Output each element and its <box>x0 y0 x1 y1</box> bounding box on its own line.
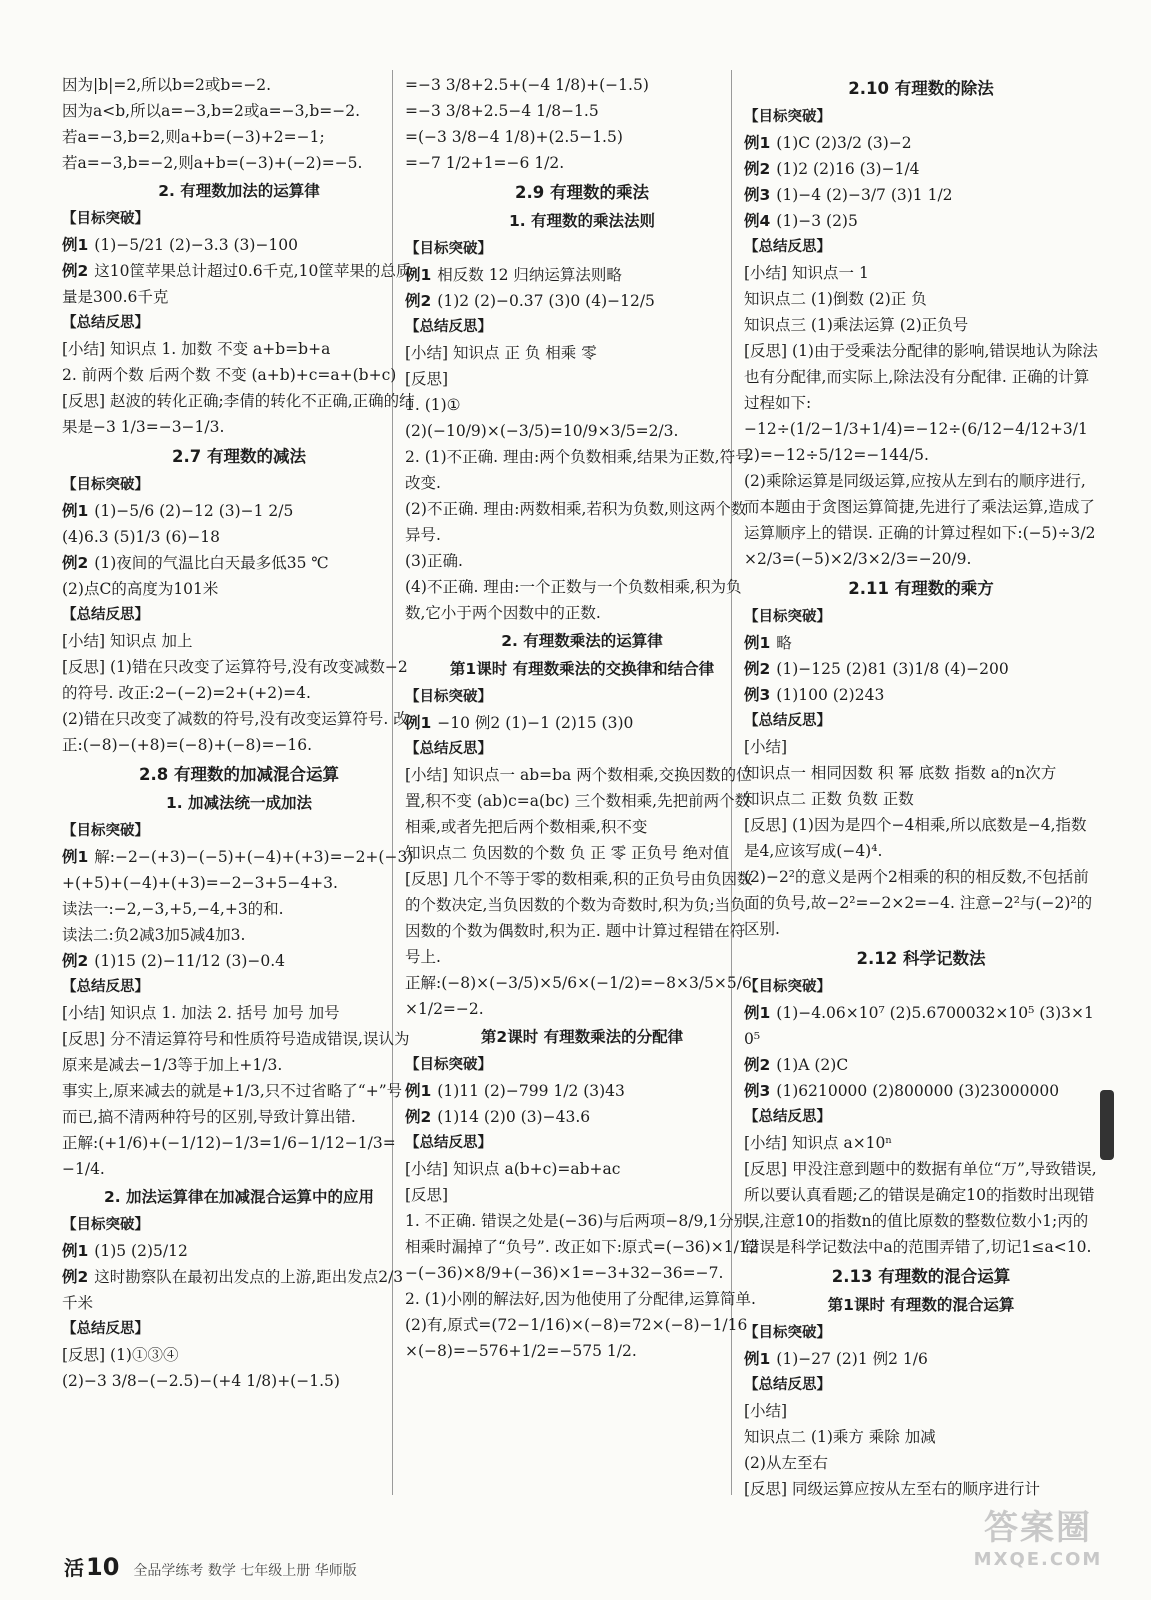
answer-line: (4)6.3 (5)1/3 (6)−18 <box>62 528 221 546</box>
answer-line: 读法一:−2,−3,+5,−4,+3的和. <box>62 900 284 918</box>
example-answer <box>62 844 416 896</box>
block-tag: 【总结反思】 <box>744 713 831 729</box>
answer-line: =−7 1/2+1=−6 1/2. <box>405 154 565 172</box>
left-column <box>62 72 416 1394</box>
section-heading: 2.10 有理数的除法 <box>848 79 994 98</box>
example-answer <box>405 288 759 314</box>
example-text: (1)−125 (2)81 (3)1/8 (4)−200 <box>776 660 1009 678</box>
example-text: (1)−5/21 (2)−3.3 (3)−100 <box>94 236 299 254</box>
example-text: (1)−4.06×10⁷ (2)5.6700032×10⁵ (3)3×10⁵ <box>744 1004 1094 1048</box>
example-label: 例3 <box>744 1082 771 1100</box>
block-tag: 【总结反思】 <box>62 607 149 623</box>
example-answer <box>62 232 416 258</box>
example-text: (1)15 (2)−11/12 (3)−0.4 <box>94 952 286 970</box>
example-answer <box>744 182 1098 208</box>
block-tag: 【目标突破】 <box>405 1057 492 1073</box>
example-label: 例2 <box>744 660 771 678</box>
answer-line: [反思] (1)错在只改变了运算符号,没有改变减数−2的符号. 改正:2−(−2)=2+(+2)=4. <box>62 658 408 702</box>
example-answer <box>744 1078 1098 1104</box>
example-text: (1)11 (2)−799 1/2 (3)43 <box>437 1082 625 1100</box>
example-text: −10 例2 (1)−1 (2)15 (3)0 <box>437 714 634 732</box>
example-answer <box>62 948 416 974</box>
example-text: (1)C (2)3/2 (3)−2 <box>776 134 912 152</box>
answer-line: (4)不正确. 理由:一个正数与一个负数相乘,积为负数,它小于两个因数中的正数. <box>405 578 742 622</box>
example-answer <box>744 656 1098 682</box>
example-answer <box>744 156 1098 182</box>
example-answer <box>62 1238 416 1264</box>
example-label: 例1 <box>405 1082 432 1100</box>
answer-line: (2)点C的高度为101米 <box>62 580 219 598</box>
watermark-url: MXQE.COM <box>973 1549 1103 1570</box>
section-heading: 2.13 有理数的混合运算 <box>831 1267 1011 1286</box>
block-tag: 【总结反思】 <box>744 1377 831 1393</box>
brand-logo: 活 <box>64 1556 84 1580</box>
answer-line: [小结] 知识点一 ab=ba 两个数相乘,交换因数的位置,积不变 (ab)c=a(bc) 三个数相乘,先把前两个数相乘,或者先把后两个数相乘,积不变 <box>405 766 752 836</box>
example-text: 相反数 12 归纳运算法则略 <box>437 266 622 284</box>
subsection-heading: 第1课时 有理数乘法的交换律和结合律 <box>449 660 715 678</box>
example-text: (1)6210000 (2)800000 (3)23000000 <box>776 1082 1060 1100</box>
example-answer <box>744 130 1098 156</box>
answer-line: (3)正确. <box>405 552 463 570</box>
example-text: 这时勘察队在最初出发点的上游,距出发点2/3千米 <box>62 1268 404 1312</box>
answer-line: 因为a<b,所以a=−3,b=2或a=−3,b=−2. <box>62 102 361 120</box>
answer-line: (2)−2²的意义是两个2相乘的积的相反数,不包括前面的负号,故−2²=−2×2=−4. 注意−2²与(−2)²的区别. <box>744 868 1093 938</box>
answer-line: =(−3 3/8−4 1/8)+(2.5−1.5) <box>405 128 623 146</box>
subsection-heading: 1. 有理数的乘法法则 <box>508 212 656 230</box>
section-heading: 2.11 有理数的乘方 <box>848 579 994 598</box>
answer-line: [小结] 知识点 加上 <box>62 632 193 650</box>
answer-line: [小结] 知识点 a(b+c)=ab+ac <box>405 1160 621 1178</box>
example-text: (1)14 (2)0 (3)−43.6 <box>437 1108 591 1126</box>
example-answer <box>744 208 1098 234</box>
example-label: 例4 <box>744 212 771 230</box>
example-text: (1)2 (2)−0.37 (3)0 (4)−12/5 <box>437 292 655 310</box>
example-answer <box>405 1104 759 1130</box>
example-text: 解:−2−(+3)−(−5)+(−4)+(+3)=−2+(−3)+(+5)+(−4)+(+3)=−2−3+5−4+3. <box>62 848 414 892</box>
answer-line: (2)乘除运算是同级运算,应按从左到右的顺序进行,而本题由于贪图运算简捷,先进行了乘法运算,造成了运算顺序上的错误. 正确的计算过程如下:(−5)÷3/2×2/3=(−5)×2/3×2/3=−20/9. <box>744 472 1096 568</box>
answer-line: [反思] (1)因为是四个−4相乘,所以底数是−4,指数是4,应该写成(−4)⁴. <box>744 816 1087 860</box>
answer-line: (2)错在只改变了减数的符号,没有改变运算符号. 改正:(−8)−(+8)=(−8)+(−8)=−16. <box>62 710 409 754</box>
example-label: 例2 <box>744 1056 771 1074</box>
example-label: 例3 <box>744 186 771 204</box>
answer-line: 知识点三 (1)乘法运算 (2)正负号 <box>744 316 969 334</box>
example-text: (1)夜间的气温比白天最多低35 ℃ <box>94 554 329 572</box>
footer-text: 全品学练考 数学 七年级上册 华师版 <box>133 1563 357 1579</box>
example-text: (1)100 (2)243 <box>776 686 885 704</box>
block-tag: 【总结反思】 <box>62 1321 149 1337</box>
block-tag: 【总结反思】 <box>62 315 149 331</box>
answer-line: 知识点一 相同因数 积 幂 底数 指数 a的n次方 <box>744 764 1057 782</box>
example-label: 例2 <box>62 554 89 572</box>
example-answer <box>744 630 1098 656</box>
answer-line: [小结] 知识点 1. 加数 不变 a+b=b+a <box>62 340 331 358</box>
example-answer <box>62 550 416 576</box>
example-answer <box>62 258 416 310</box>
answer-line: 知识点二 (1)乘方 乘除 加减 <box>744 1428 936 1446</box>
example-answer <box>744 1000 1098 1052</box>
block-tag: 【总结反思】 <box>405 741 492 757</box>
example-text: 略 <box>776 634 792 652</box>
example-text: 这10筐苹果总计超过0.6千克,10筐苹果的总质量是300.6千克 <box>62 262 412 306</box>
answer-line: 1. 不正确. 错误之处是(−36)与后两项−8/9,1分别相乘时漏掉了“负号”. 改正如下:原式=(−36)×1/12−(−36)×8/9+(−36)×1=−3+32−36=−7. <box>405 1212 759 1282</box>
answer-line: 2. (1)不正确. 理由:两个负数相乘,结果为正数,符号改变. <box>405 448 751 492</box>
subsection-heading: 第2课时 有理数乘法的分配律 <box>480 1028 684 1046</box>
watermark <box>943 1500 1133 1592</box>
example-answer <box>744 682 1098 708</box>
example-label: 例1 <box>62 502 89 520</box>
block-tag: 【目标突破】 <box>744 109 831 125</box>
example-label: 例2 <box>62 952 89 970</box>
answer-line: [反思] 甲没注意到题中的数据有单位“万”,导致错误,所以要认真看题;乙的错误是确定10的指数时出现错误,注意10的指数n的值比原数的整数位数小1;丙的错误是科学记数法中a的范围弄错了,切记1≤a<10. <box>744 1160 1097 1256</box>
answer-line: [反思] 赵波的转化正确;李倩的转化不正确,正确的结果是−3 1/3=−3−1/3. <box>62 392 415 436</box>
example-label: 例1 <box>62 236 89 254</box>
answer-line: [反思] <box>405 1186 449 1204</box>
example-answer <box>744 1346 1098 1372</box>
subsection-heading: 第1课时 有理数的混合运算 <box>827 1296 1015 1314</box>
block-tag: 【总结反思】 <box>62 979 149 995</box>
example-answer <box>405 1078 759 1104</box>
example-label: 例2 <box>405 1108 432 1126</box>
example-label: 例1 <box>405 266 432 284</box>
page-number: 10 <box>86 1553 120 1581</box>
example-label: 例1 <box>62 1242 89 1260</box>
answer-line: 若a=−3,b=2,则a+b=(−3)+2=−1; <box>62 128 325 146</box>
answer-line: [反思] (1)①③④ <box>62 1346 179 1364</box>
scan-mark <box>1100 1090 1114 1160</box>
page-footer <box>64 1552 357 1582</box>
block-tag: 【目标突破】 <box>62 823 149 839</box>
example-label: 例2 <box>405 292 432 310</box>
answer-line: 2. (1)小刚的解法好,因为他使用了分配律,运算简单. <box>405 1290 756 1308</box>
answer-line: (2)有,原式=(72−1/16)×(−8)=72×(−8)−1/16×(−8)=−576+1/2=−575 1/2. <box>405 1316 748 1360</box>
block-tag: 【总结反思】 <box>744 1109 831 1125</box>
answer-line: 正解:(+1/6)+(−1/12)−1/3=1/6−1/12−1/3=−1/4. <box>62 1134 396 1178</box>
block-tag: 【目标突破】 <box>62 477 149 493</box>
section-heading: 2.12 科学记数法 <box>856 949 986 968</box>
example-label: 例1 <box>744 634 771 652</box>
example-answer <box>744 1052 1098 1078</box>
answer-line: −12÷(1/2−1/3+1/4)=−12÷(6/12−4/12+3/12)=−12÷5/12=−144/5. <box>744 420 1088 464</box>
answer-line: (2)(−10/9)×(−3/5)=10/9×3/5=2/3. <box>405 422 679 440</box>
answer-line: 因为|b|=2,所以b=2或b=−2. <box>62 76 272 94</box>
answer-line: 正解:(−8)×(−3/5)×5/6×(−1/2)=−8×3/5×5/6×1/2=−2. <box>405 974 752 1018</box>
example-label: 例3 <box>744 686 771 704</box>
example-label: 例2 <box>62 262 89 280</box>
block-tag: 【总结反思】 <box>405 1135 492 1151</box>
example-label: 例1 <box>62 848 89 866</box>
answer-line: [小结] 知识点 1. 加法 2. 括号 加号 加号 <box>62 1004 340 1022</box>
example-label: 例1 <box>744 134 771 152</box>
middle-column <box>405 72 759 1364</box>
answer-line: [小结] 知识点 a×10ⁿ <box>744 1134 893 1152</box>
example-text: (1)2 (2)16 (3)−1/4 <box>776 160 920 178</box>
subsection-heading: 2. 有理数乘法的运算律 <box>501 632 663 650</box>
example-answer <box>62 498 416 524</box>
answer-line: 知识点二 (1)倒数 (2)正 负 <box>744 290 927 308</box>
answer-line: 1. (1)① <box>405 396 461 414</box>
answer-line: [反思] 几个不等于零的数相乘,积的正负号由负因数的个数决定,当负因数的个数为奇数时,积为负;当负因数的个数为偶数时,积为正. 题中计算过程错在符号上. <box>405 870 753 966</box>
example-label: 例1 <box>744 1350 771 1368</box>
answer-line: 若a=−3,b=−2,则a+b=(−3)+(−2)=−5. <box>62 154 363 172</box>
block-tag: 【总结反思】 <box>405 319 492 335</box>
answer-line: =−3 3/8+2.5−4 1/8−1.5 <box>405 102 599 120</box>
block-tag: 【目标突破】 <box>405 241 492 257</box>
example-text: (1)5 (2)5/12 <box>94 1242 188 1260</box>
right-column <box>744 72 1098 1502</box>
answer-line: 知识点二 负因数的个数 负 正 零 正负号 绝对值 <box>405 844 730 862</box>
answer-line: [反思] 同级运算应按从左至右的顺序进行计 <box>744 1480 1041 1498</box>
subsection-heading: 2. 加法运算律在加减混合运算中的应用 <box>103 1188 375 1206</box>
answer-line: [小结] 知识点一 1 <box>744 264 869 282</box>
answer-line: 读法二:负2减3加5减4加3. <box>62 926 246 944</box>
answer-line: [反思] <box>405 370 449 388</box>
answer-line: 事实上,原来减去的就是+1/3,只不过省略了“+”号而已,搞不清两种符号的区别,导致计算出错. <box>62 1082 403 1126</box>
answer-line: (2)−3 3/8−(−2.5)−(+4 1/8)+(−1.5) <box>62 1372 340 1390</box>
example-answer <box>405 262 759 288</box>
section-heading: 2.7 有理数的减法 <box>172 447 306 466</box>
section-heading: 2.9 有理数的乘法 <box>515 183 649 202</box>
example-text: (1)−4 (2)−3/7 (3)1 1/2 <box>776 186 953 204</box>
example-text: (1)−3 (2)5 <box>776 212 858 230</box>
block-tag: 【目标突破】 <box>405 689 492 705</box>
example-text: (1)−5/6 (2)−12 (3)−1 2/5 <box>94 502 294 520</box>
block-tag: 【目标突破】 <box>744 1325 831 1341</box>
answer-line: 知识点二 正数 负数 正数 <box>744 790 914 808</box>
subsection-heading: 2. 有理数加法的运算律 <box>158 182 320 200</box>
example-text: (1)A (2)C <box>776 1056 849 1074</box>
block-tag: 【目标突破】 <box>744 979 831 995</box>
block-tag: 【总结反思】 <box>744 239 831 255</box>
example-answer <box>405 710 759 736</box>
answer-line: (2)从左至右 <box>744 1454 828 1472</box>
answer-line: =−3 3/8+2.5+(−4 1/8)+(−1.5) <box>405 76 649 94</box>
block-tag: 【目标突破】 <box>62 211 149 227</box>
example-label: 例1 <box>405 714 432 732</box>
answer-line: (2)不正确. 理由:两数相乘,若积为负数,则这两个数异号. <box>405 500 747 544</box>
example-label: 例1 <box>744 1004 771 1022</box>
block-tag: 【目标突破】 <box>744 609 831 625</box>
answer-line: [小结] 知识点 正 负 相乘 零 <box>405 344 597 362</box>
example-label: 例2 <box>744 160 771 178</box>
answer-line: [反思] (1)由于受乘法分配律的影响,错误地认为除法也有分配律,而实际上,除法没有分配律. 正确的计算过程如下: <box>744 342 1098 412</box>
answer-line: [小结] <box>744 1402 788 1420</box>
answer-line: 2. 前两个数 后两个数 不变 (a+b)+c=a+(b+c) <box>62 366 397 384</box>
block-tag: 【目标突破】 <box>62 1217 149 1233</box>
example-text: (1)−27 (2)1 例2 1/6 <box>776 1350 928 1368</box>
answer-line: [反思] 分不清运算符号和性质符号造成错误,误认为原来是减去−1/3等于加上+1/3. <box>62 1030 410 1074</box>
example-answer <box>62 1264 416 1316</box>
subsection-heading: 1. 加减法统一成加法 <box>165 794 313 812</box>
answer-line: [小结] <box>744 738 788 756</box>
watermark-title: 答案圈 <box>984 1508 1092 1548</box>
example-label: 例2 <box>62 1268 89 1286</box>
section-heading: 2.8 有理数的加减混合运算 <box>139 765 339 784</box>
